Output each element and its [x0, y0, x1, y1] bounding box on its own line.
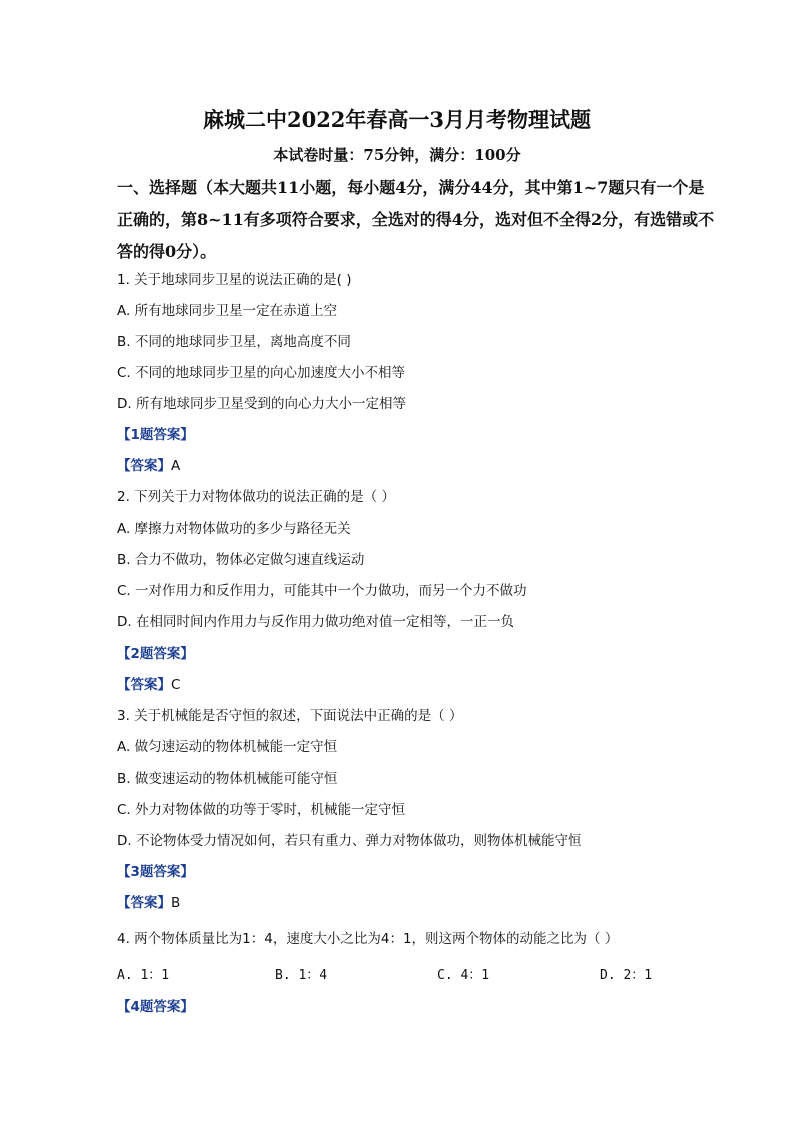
- q2-answer-tag: 【2题答案】: [117, 646, 194, 662]
- q4-option-d: D. 2：1: [600, 968, 653, 983]
- q4-stem: 4. 两个物体质量比为1：4，速度大小之比为4：1，则这两个物体的动能之比为（ ）: [117, 931, 619, 947]
- q1-option-a: A. 所有地球同步卫星一定在赤道上空: [117, 303, 338, 319]
- answer-value: A: [171, 458, 181, 474]
- q3-stem: 3. 关于机械能是否守恒的叙述，下面说法中正确的是（ ）: [117, 708, 463, 724]
- q3-option-c: C. 外力对物体做的功等于零时，机械能一定守恒: [117, 802, 406, 818]
- answer-label: 【答案】: [117, 458, 171, 474]
- q3-option-d: D. 不论物体受力情况如何，若只有重力、弹力对物体做功，则物体机械能守恒: [117, 833, 582, 849]
- q1-answer: [117, 457, 180, 475]
- q1-stem: 1. 关于地球同步卫星的说法正确的是( ): [117, 272, 352, 288]
- answer-value: B: [171, 895, 181, 911]
- q4-option-a: A. 1：1: [117, 968, 170, 983]
- q3-answer: [117, 894, 180, 912]
- q3-answer-tag: 【3题答案】: [117, 864, 194, 880]
- q2-answer: [117, 676, 180, 694]
- q3-option-a: A. 做匀速运动的物体机械能一定守恒: [117, 739, 338, 755]
- q2-option-c: C. 一对作用力和反作用力，可能其中一个力做功，而另一个力不做功: [117, 583, 527, 599]
- answer-label: 【答案】: [117, 895, 171, 911]
- exam-title: 麻城二中2022年春高一3月月考物理试题: [202, 107, 592, 132]
- q2-option-b: B. 合力不做功，物体必定做匀速直线运动: [117, 552, 365, 568]
- q4-answer-tag: 【4题答案】: [117, 999, 194, 1015]
- answer-value: C: [171, 677, 181, 693]
- q1-option-c: C. 不同的地球同步卫星的向心加速度大小不相等: [117, 365, 406, 381]
- q4-option-b: B. 1：4: [275, 968, 328, 983]
- q2-option-a: A. 摩擦力对物体做功的多少与路径无关: [117, 521, 351, 537]
- q2-option-d: D. 在相同时间内作用力与反作用力做功绝对值一定相等，一正一负: [117, 614, 514, 630]
- q1-option-d: D. 所有地球同步卫星受到的向心力大小一定相等: [117, 396, 406, 412]
- answer-label: 【答案】: [117, 677, 171, 693]
- q3-option-b: B. 做变速运动的物体机械能可能守恒: [117, 771, 338, 787]
- q4-option-c: C. 4：1: [437, 968, 490, 983]
- section-instructions: 一、选择题（本大题共11小题，每小题4分，满分44分，其中第1~7题只有一个是正确的，第8~11有多项符合要求，全选对的得4分，选对但不全得2分，有选错或不答的得0分）。: [117, 178, 715, 261]
- exam-subtitle: 本试卷时量：75分钟，满分：100分: [273, 146, 521, 164]
- q2-stem: 2. 下列关于力对物体做功的说法正确的是（ ）: [117, 489, 395, 505]
- q1-answer-tag: 【1题答案】: [117, 427, 194, 443]
- q1-option-b: B. 不同的地球同步卫星，离地高度不同: [117, 334, 351, 350]
